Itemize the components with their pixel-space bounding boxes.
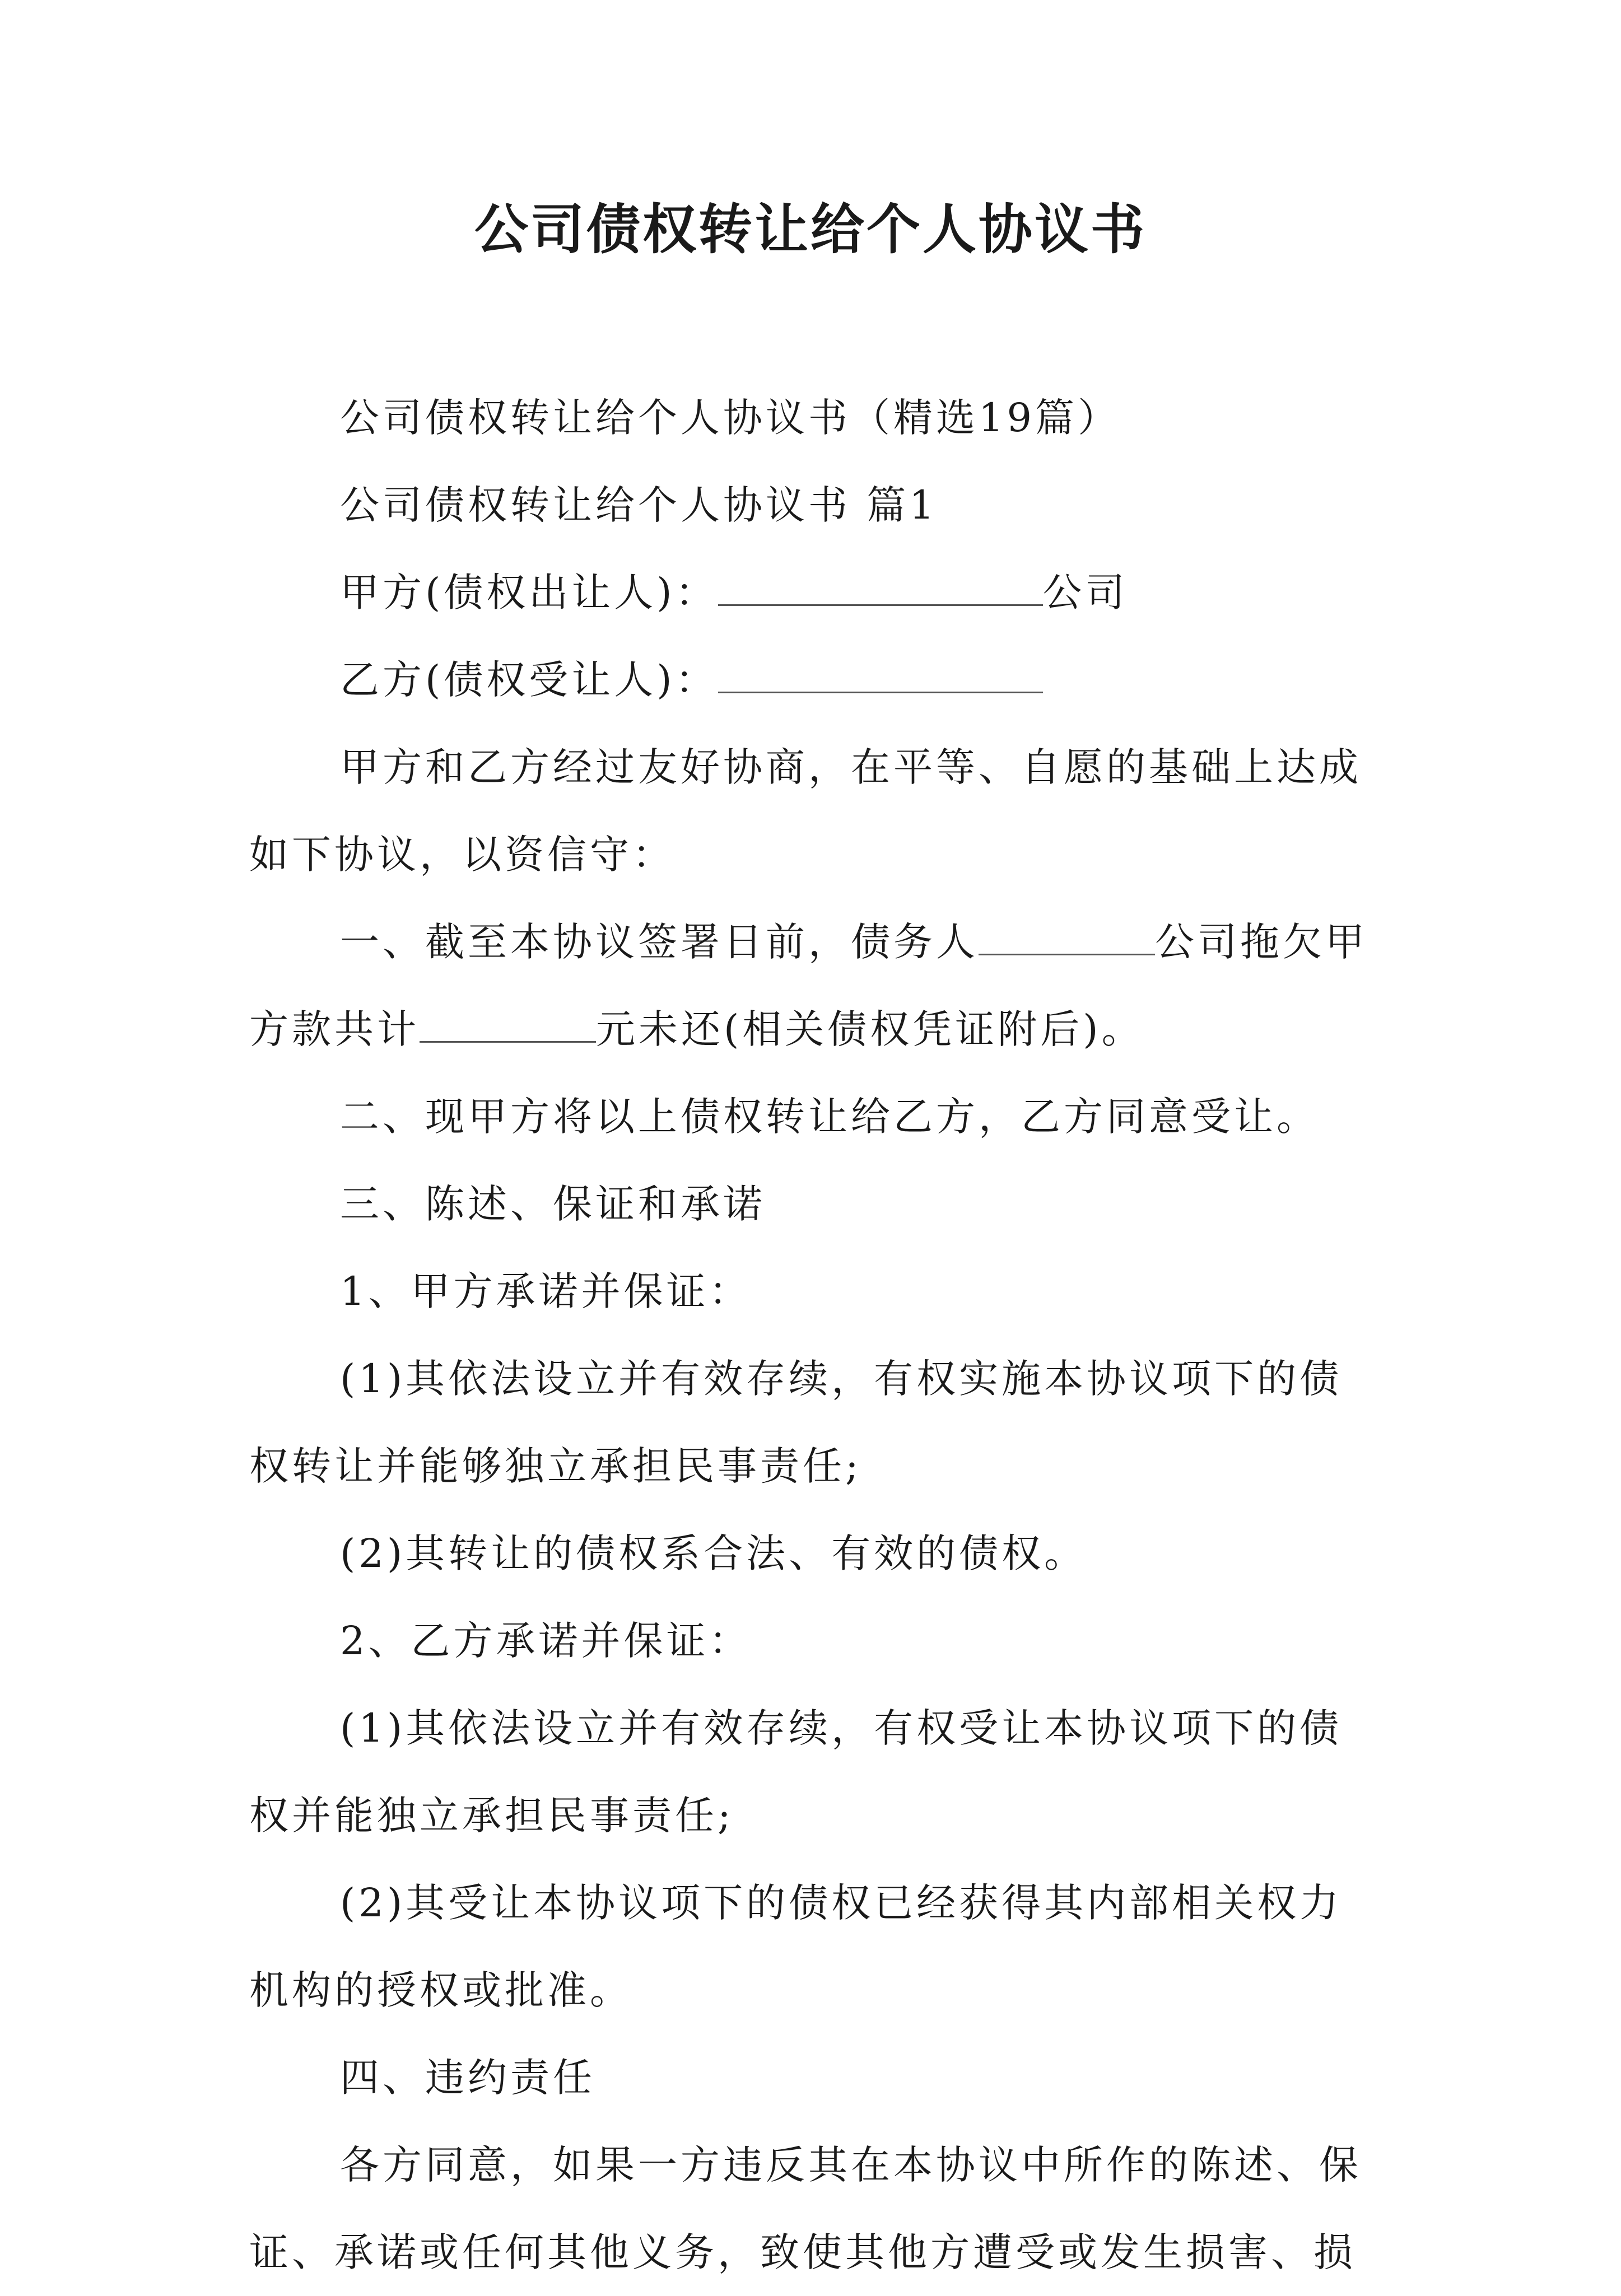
clause-1-text-b: 公司拖欠甲 bbox=[1155, 919, 1368, 965]
intro-line-1: 甲方和乙方经过友好协商，在平等、自愿的基础上达成 bbox=[340, 744, 1362, 790]
intro-line-2: 如下协议，以资信守： bbox=[249, 832, 675, 878]
clause-4-line-2: 证、承诺或任何其他义务，致使其他方遭受或发生损害、损 bbox=[249, 2229, 1356, 2275]
clause-1-line-2 bbox=[249, 986, 1381, 1073]
clause-1-text-d: 元未还(相关债权凭证附后)。 bbox=[596, 1006, 1144, 1052]
document-body bbox=[249, 374, 1381, 2296]
clause-3-heading: 三、陈述、保证和承诺 bbox=[340, 1181, 766, 1227]
party-a-line bbox=[249, 549, 1381, 636]
clause-3-2-2-line-2: 机构的授权或批准。 bbox=[249, 1967, 632, 2013]
clause-3-2-1-line-2: 权并能独立承担民事责任; bbox=[249, 1793, 734, 1838]
clause-4-line-1: 各方同意，如果一方违反其在本协议中所作的陈述、保 bbox=[340, 2142, 1362, 2188]
clause-3-1-1-line-1: (1)其依法设立并有效存续，有权实施本协议项下的债 bbox=[340, 1356, 1343, 1402]
clause-3-2-2-line-1: (2)其受让本协议项下的债权已经获得其内部相关权力 bbox=[340, 1880, 1343, 1926]
section-heading: 公司债权转让给个人协议书 篇1 bbox=[340, 482, 938, 528]
clause-2: 二、现甲方将以上债权转让给乙方，乙方同意受让。 bbox=[340, 1094, 1319, 1140]
party-b-line bbox=[249, 636, 1381, 724]
debtor-blank bbox=[979, 922, 1155, 955]
clause-4-heading: 四、违约责任 bbox=[340, 2055, 595, 2101]
clause-1-text-a: 一、截至本协议签署日前，债务人 bbox=[340, 919, 979, 965]
clause-3-1-1-line-2: 权转让并能够独立承担民事责任; bbox=[249, 1443, 862, 1489]
party-b-label: 乙方(债权受让人)： bbox=[340, 657, 718, 703]
clause-3-1-heading: 1、甲方承诺并保证： bbox=[340, 1268, 752, 1314]
party-a-label: 甲方(债权出让人)： bbox=[340, 570, 718, 615]
amount-blank bbox=[420, 1010, 596, 1043]
document-subtitle: 公司债权转让给个人协议书（精选19篇） bbox=[340, 395, 1121, 441]
party-a-suffix: 公司 bbox=[1042, 570, 1128, 615]
clause-3-1-2: (2)其转让的债权系合法、有效的债权。 bbox=[340, 1530, 1087, 1576]
document-title: 公司债权转让给个人协议书 bbox=[474, 198, 1147, 261]
clause-3-2-heading: 2、乙方承诺并保证： bbox=[340, 1618, 752, 1664]
clause-1-text-c: 方款共计 bbox=[249, 1006, 420, 1052]
party-a-blank bbox=[718, 573, 1043, 606]
party-b-blank bbox=[718, 660, 1043, 693]
clause-3-2-1-line-1: (1)其依法设立并有效存续，有权受让本协议项下的债 bbox=[340, 1705, 1343, 1751]
clause-1-line-1 bbox=[249, 898, 1381, 986]
